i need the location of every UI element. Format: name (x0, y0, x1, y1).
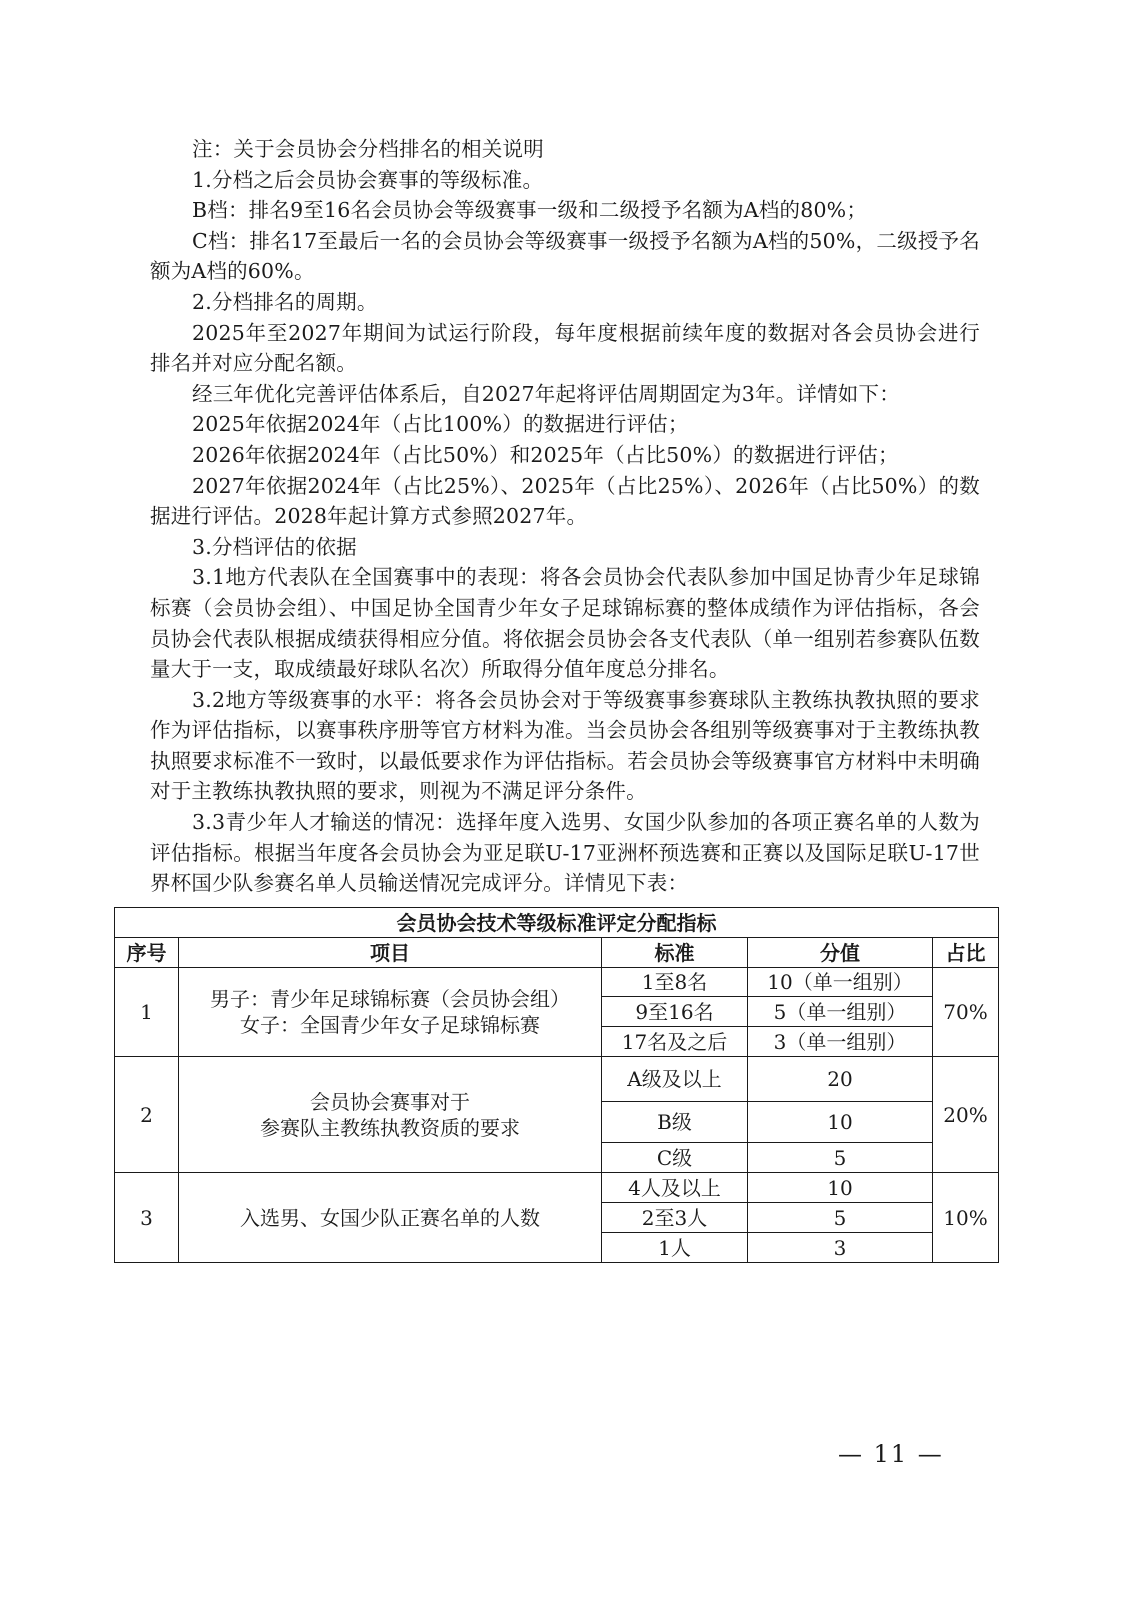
header-no: 序号 (115, 938, 179, 968)
grade-standard-table (114, 907, 999, 1263)
paragraph: 1.分档之后会员协会赛事的等级标准。 (192, 167, 544, 192)
paragraph: 2025年至2027年期间为试运行阶段，每年度根据前续年度的数据对各会员协会进行排名并对应分配名额。 (150, 320, 980, 376)
row-no: 3 (115, 1173, 179, 1263)
row-score: 5 (748, 1203, 933, 1233)
row-score: 5 (748, 1143, 933, 1173)
paragraph: 3.3青少年人才输送的情况：选择年度入选男、女国少队参加的各项正赛名单的人数为评估指标。根据当年度各会员协会为亚足联U-17亚洲杯预选赛和正赛以及国际足联U-17世界杯国少队参赛名单人员输送情况完成评分。详情见下表： (150, 810, 980, 896)
item-line: 会员协会赛事对于 (310, 1089, 470, 1114)
header-score: 分值 (748, 938, 933, 968)
row-item (179, 968, 602, 1057)
row-item (179, 1057, 602, 1173)
row-score: 3（单一组别） (748, 1027, 933, 1057)
row-no: 2 (115, 1057, 179, 1173)
row-standard: 17名及之后 (602, 1027, 748, 1057)
row-score: 5（单一组别） (748, 997, 933, 1027)
row-ratio: 70% (933, 968, 999, 1057)
paragraph: 3.1地方代表队在全国赛事中的表现：将各会员协会代表队参加中国足协青少年足球锦标赛（会员协会组）、中国足协全国青少年女子足球锦标赛的整体成绩作为评估指标，各会员协会代表队根据成绩获得相应分值。将依据会员协会各支代表队（单一组别若参赛队伍数量大于一支，取成绩最好球队名次）所取得分值年度总分排名。 (150, 565, 980, 682)
table-row (115, 1057, 999, 1102)
row-standard: 1至8名 (602, 968, 748, 997)
table-row (115, 968, 999, 997)
row-standard: 9至16名 (602, 997, 748, 1027)
paragraph: 注：关于会员协会分档排名的相关说明 (192, 137, 544, 161)
row-no: 1 (115, 968, 179, 1057)
row-standard: 4人及以上 (602, 1173, 748, 1203)
paragraph: 2026年依据2024年（占比50%）和2025年（占比50%）的数据进行评估； (192, 442, 899, 467)
row-ratio: 10% (933, 1173, 999, 1263)
table-row (115, 1173, 999, 1203)
row-score: 20 (748, 1057, 933, 1102)
paragraph: 2.分档排名的周期。 (192, 289, 378, 314)
header-item: 项目 (179, 938, 602, 968)
body-text (150, 134, 980, 899)
row-item (179, 1173, 602, 1263)
row-score: 3 (748, 1233, 933, 1263)
row-standard: 2至3人 (602, 1203, 748, 1233)
paragraph: 2025年依据2024年（占比100%）的数据进行评估； (192, 412, 689, 437)
paragraph: 2027年依据2024年（占比25%）、2025年（占比25%）、2026年（占比50%）的数据进行评估。2028年起计算方式参照2027年。 (150, 473, 980, 529)
page-number: — 11 — (838, 1440, 944, 1468)
table-title: 会员协会技术等级标准评定分配指标 (115, 908, 999, 938)
row-ratio: 20% (933, 1057, 999, 1173)
header-standard: 标准 (602, 938, 748, 968)
row-score: 10 (748, 1173, 933, 1203)
paragraph: B档：排名9至16名会员协会等级赛事一级和二级授予名额为A档的80%； (192, 198, 868, 223)
row-standard: C级 (602, 1143, 748, 1173)
paragraph: C档：排名17至最后一名的会员协会等级赛事一级授予名额为A档的50%，二级授予名额为A档的60%。 (150, 228, 980, 284)
paragraph: 3.分档评估的依据 (192, 534, 357, 559)
row-score: 10 (748, 1102, 933, 1143)
item-line: 女子：全国青少年女子足球锦标赛 (240, 1013, 540, 1037)
item-line: 入选男、女国少队正赛名单的人数 (240, 1205, 540, 1230)
header-ratio: 占比 (933, 938, 999, 968)
paragraph: 经三年优化完善评估体系后，自2027年起将评估周期固定为3年。详情如下： (192, 381, 900, 406)
row-standard: A级及以上 (602, 1057, 748, 1102)
row-standard: B级 (602, 1102, 748, 1143)
row-score: 10（单一组别） (748, 968, 933, 997)
item-line: 参赛队主教练执教资质的要求 (260, 1115, 520, 1140)
paragraph: 3.2地方等级赛事的水平：将各会员协会对于等级赛事参赛球队主教练执教执照的要求作为评估指标，以赛事秩序册等官方材料为准。当会员协会各组别等级赛事对于主教练执教执照要求标准不一致时，以最低要求作为评估指标。若会员协会等级赛事官方材料中未明确对于主教练执教执照的要求，则视为不满足评分条件。 (150, 687, 980, 804)
row-standard: 1人 (602, 1233, 748, 1263)
item-line: 男子：青少年足球锦标赛（会员协会组） (210, 987, 570, 1011)
